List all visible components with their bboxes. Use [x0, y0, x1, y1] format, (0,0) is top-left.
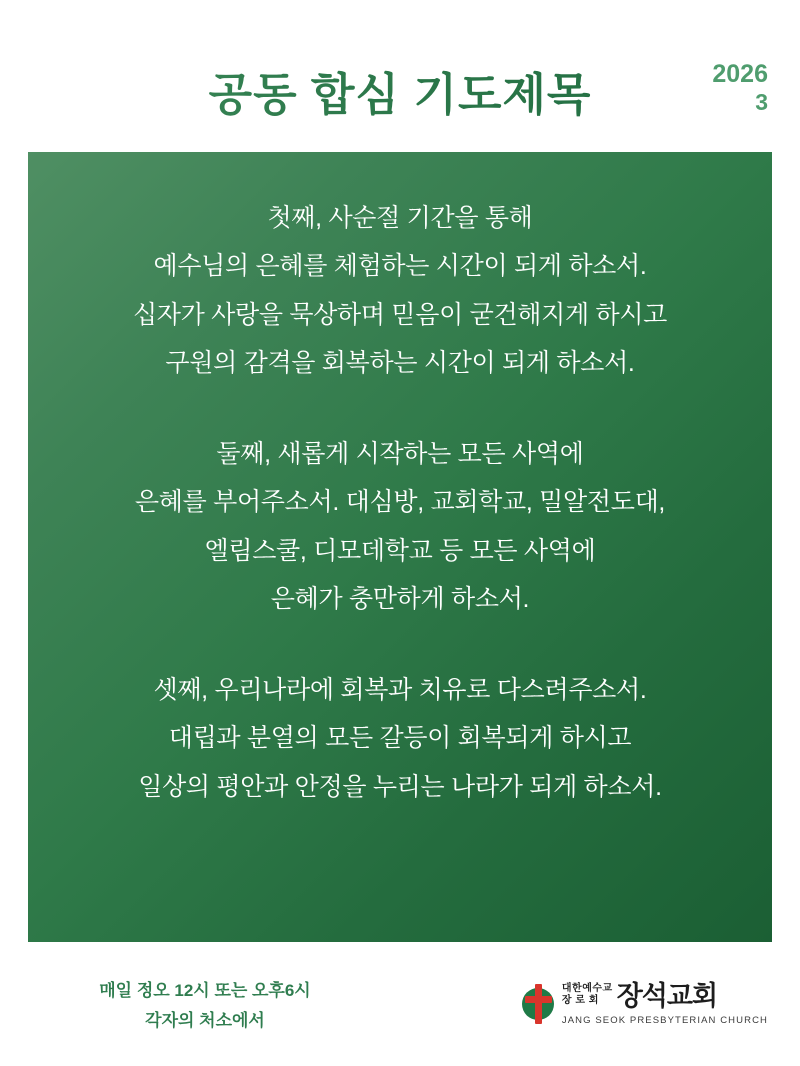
year-label: 2026	[712, 60, 768, 88]
month-label: 3	[755, 88, 768, 115]
poster-footer	[0, 942, 800, 1066]
prayer-paragraph-second	[50, 430, 750, 623]
prayer-time-info	[60, 976, 350, 1036]
prayer-line: 은혜를 부어주소서. 대심방, 교회학교, 밀알전도대,	[134, 488, 666, 517]
poster-header	[0, 0, 800, 152]
logo-top-row	[561, 980, 768, 1012]
prayer-line: 둘째, 새롭게 시작하는 모든 사역에	[216, 440, 584, 468]
prayer-line: 셋째, 우리나라에 회복과 치유로 다스려주소서.	[153, 676, 647, 704]
church-name: 장석교회	[616, 980, 718, 1012]
prayer-line: 예수님의 은혜를 체험하는 시간이 되게 하소서.	[153, 252, 647, 281]
prayer-paragraph-third	[50, 666, 750, 811]
prayer-line: 대립과 분열의 모든 갈등이 회복되게 하시고	[168, 724, 632, 753]
cross-vertical-bar	[535, 984, 542, 1024]
prayer-line: 구원의 감격을 회복하는 시간이 되게 하소서.	[165, 348, 635, 377]
church-name-english: JANG SEOK PRESBYTERIAN CHURCH	[561, 1014, 768, 1026]
prayer-line: 일상의 평안과 안정을 누리는 나라가 되게 하소서.	[138, 772, 662, 801]
cross-horizontal-bar	[525, 996, 552, 1003]
denomination-label	[562, 983, 613, 1010]
church-logo	[522, 974, 768, 1034]
prayer-line: 엘림스쿨, 디모데학교 등 모든 사역에	[204, 536, 596, 565]
cross-icon	[522, 984, 556, 1024]
page-title: 공동 합심 기도제목	[0, 58, 800, 123]
prayer-panel	[28, 152, 772, 942]
prayer-time-line1: 매일 정오 12시 또는 오후6시	[99, 981, 311, 1000]
prayer-time-line2: 각자의 처소에서	[145, 1010, 265, 1030]
prayer-content	[28, 152, 772, 942]
logo-text-block	[561, 980, 768, 1026]
prayer-paragraph-first	[50, 194, 750, 387]
date-block	[712, 60, 768, 115]
prayer-line: 십자가 사랑을 묵상하며 믿음이 굳건해지게 하시고	[132, 300, 668, 329]
prayer-line: 첫째, 사순절 기간을 통해	[267, 204, 533, 232]
prayer-line: 은혜가 충만하게 하소서.	[270, 584, 530, 613]
denomination-line1: 대한예수교	[561, 982, 613, 994]
denomination-line2: 장 로 회	[561, 995, 599, 1006]
